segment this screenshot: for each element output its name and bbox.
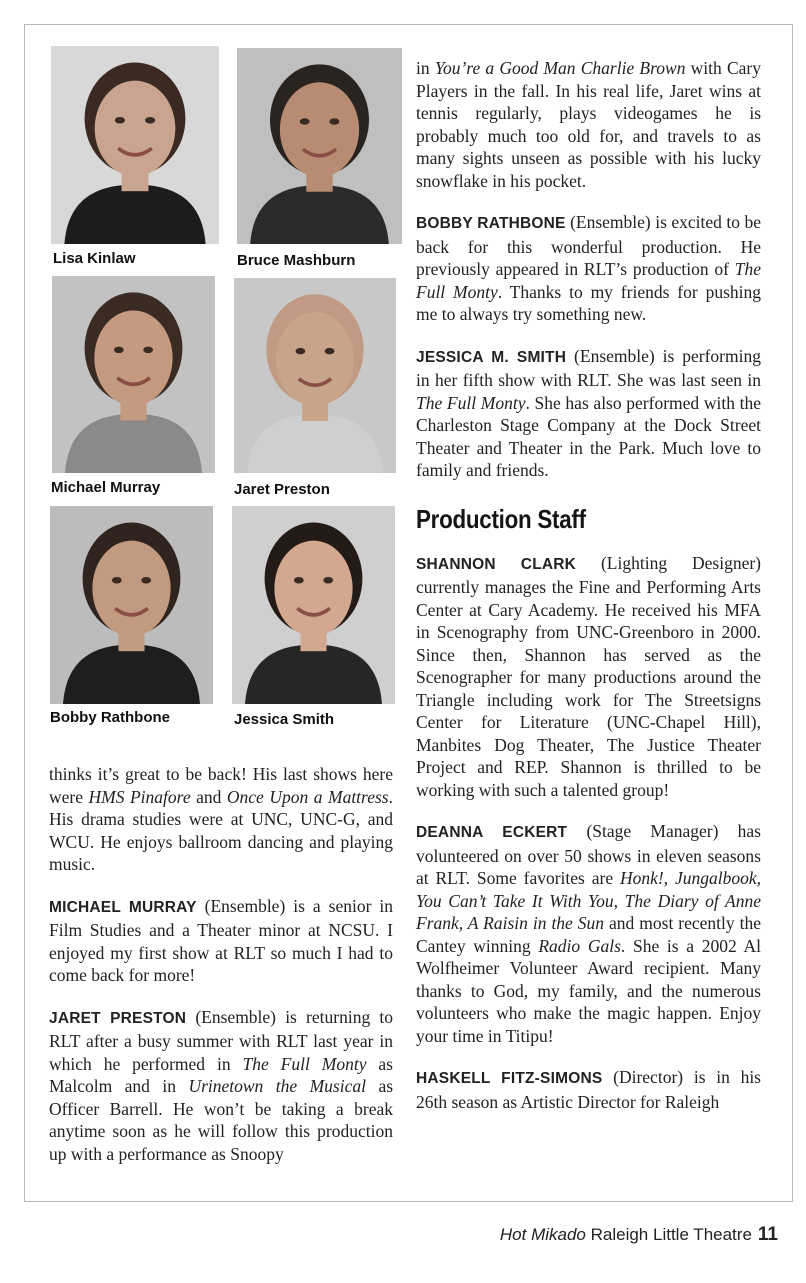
section-title-production-staff: Production Staff bbox=[416, 503, 586, 534]
eye bbox=[114, 347, 124, 354]
photo-lisa-kinlaw bbox=[51, 46, 219, 244]
headshot-icon bbox=[237, 48, 402, 244]
left-column bbox=[49, 763, 393, 1184]
caption-jaret-preston: Jaret Preston bbox=[234, 481, 330, 498]
photo-jessica-smith bbox=[232, 506, 395, 704]
bio-name: SHANNON CLARK bbox=[416, 555, 577, 573]
footer-theatre: Raleigh Little Theatre bbox=[585, 1225, 752, 1244]
eye bbox=[143, 347, 153, 354]
bio-name: HASKELL FITZ-SIMONS bbox=[416, 1070, 603, 1087]
headshot-icon bbox=[52, 276, 215, 473]
eye bbox=[325, 348, 335, 355]
headshot-icon bbox=[234, 278, 396, 473]
photo-jaret-preston bbox=[234, 278, 396, 473]
eye bbox=[112, 577, 122, 584]
caption-bruce-mashburn: Bruce Mashburn bbox=[237, 252, 356, 269]
bio-deanna-eckert: DEANNA ECKERT (Stage Manager) has volunteered on over 50 shows in eleven seasons at RLT. Some favorites are Honk!, Jungalbook, You Can’t Take It With You, The Diary of Anne Frank, A Raisin in the Sun and most recently the Cantey winning Radio Gals. She is a 2002 Al Wolfheimer Volunteer Award recipient. Many thanks to God, my family, and the numerous volunteers who make the magic happen. Enjoy your time in Titipu! bbox=[416, 821, 761, 1046]
caption-bobby-rathbone: Bobby Rathbone bbox=[50, 709, 170, 726]
face bbox=[92, 541, 170, 637]
bio-continuation: thinks it’s great to be back! His last shows here were HMS Pinafore and Once Upon a Mattress. His drama studies were at UNC, UNC-G, and WCU. He enjoys ballroom dancing and playing music. bbox=[49, 764, 393, 874]
eye bbox=[141, 577, 151, 584]
bio-jaret-preston: JARET PRESTON (Ensemble) is returning to RLT after a busy summer with RLT last year in which he performed in The Full Monty as Malcolm and in Urinetown the Musical as Officer Barrell. He won’t be taking a break anytime soon as he will follow this production up with a performance as Snoopy bbox=[49, 1006, 394, 1164]
photo-bruce-mashburn bbox=[237, 48, 402, 244]
right-column bbox=[416, 57, 761, 1132]
bio-jessica-smith: JESSICA M. SMITH (Ensemble) is performing in her fifth show with RLT. She was last seen in The Full Monty. She has also performed with the Charleston Stage Company at the Dock Street Theater and Theater in the Park. Much love to family and friends. bbox=[416, 345, 762, 480]
eye bbox=[115, 117, 125, 124]
caption-jessica-smith: Jessica Smith bbox=[234, 711, 335, 728]
bio-name: JARET PRESTON bbox=[49, 1009, 187, 1027]
face bbox=[94, 310, 172, 405]
photo-bobby-rathbone bbox=[50, 506, 213, 704]
eye bbox=[145, 117, 155, 124]
eye bbox=[323, 577, 333, 584]
page-footer bbox=[500, 1224, 778, 1246]
face bbox=[276, 312, 354, 406]
face bbox=[95, 81, 176, 177]
bio-jaret-continuation: in You’re a Good Man Charlie Brown with Cary Players in the fall. In his real life, Jaret wins at tennis regularly, plays videogames he is probably much too old for, and travels to as many sights unseen as possible with his lucky snowflake in his pocket. bbox=[416, 58, 761, 191]
eye bbox=[300, 118, 310, 125]
bio-name: MICHAEL MURRAY bbox=[49, 898, 197, 916]
face bbox=[274, 541, 352, 637]
bio-haskell-fitz-simons: HASKELL FITZ-SIMONS (Director) is in his 26th season as Artistic Director for Raleigh bbox=[416, 1067, 761, 1112]
eye bbox=[296, 348, 306, 355]
footer-show-title: Hot Mikado bbox=[499, 1225, 586, 1244]
bio-michael-murray: MICHAEL MURRAY (Ensemble) is a senior in Film Studies and a Theater minor at NCSU. I enjoyed my first show at RLT so much I had to come back for more! bbox=[49, 895, 393, 985]
caption-lisa-kinlaw: Lisa Kinlaw bbox=[53, 250, 136, 267]
headshot-icon bbox=[232, 506, 395, 704]
bio-shannon-clark: SHANNON CLARK (Lighting Designer) currently manages the Fine and Performing Arts Center at Cary Academy. He received his MFA in Scenography from UNC-Greenboro in 2000. Since then, Shannon has served as the Scenographer for many productions around the Triangle including work for The Streetsigns Center for Literature (UNC-Chapel Hill), Manbites Dog Theater, The Justice Theater Project and REP. Shannon is thrilled to be working with such a talented group! bbox=[416, 552, 761, 800]
bio-name: BOBBY RATHBONE bbox=[416, 215, 566, 232]
headshot-icon bbox=[51, 46, 219, 244]
eye bbox=[329, 118, 339, 125]
bio-name: JESSICA M. SMITH bbox=[416, 348, 567, 366]
photo-michael-murray bbox=[52, 276, 215, 473]
bio-name: DEANNA ECKERT bbox=[416, 824, 568, 841]
caption-michael-murray: Michael Murray bbox=[51, 479, 161, 496]
bio-bobby-rathbone: BOBBY RATHBONE (Ensemble) is excited to be back for this wonderful production. He previously appeared in RLT’s production of The Full Monty. Thanks to my friends for pushing me to always try something new. bbox=[416, 212, 761, 324]
face bbox=[280, 82, 359, 177]
headshot-icon bbox=[50, 506, 213, 704]
page-number: 11 bbox=[757, 1224, 778, 1245]
eye bbox=[294, 577, 304, 584]
